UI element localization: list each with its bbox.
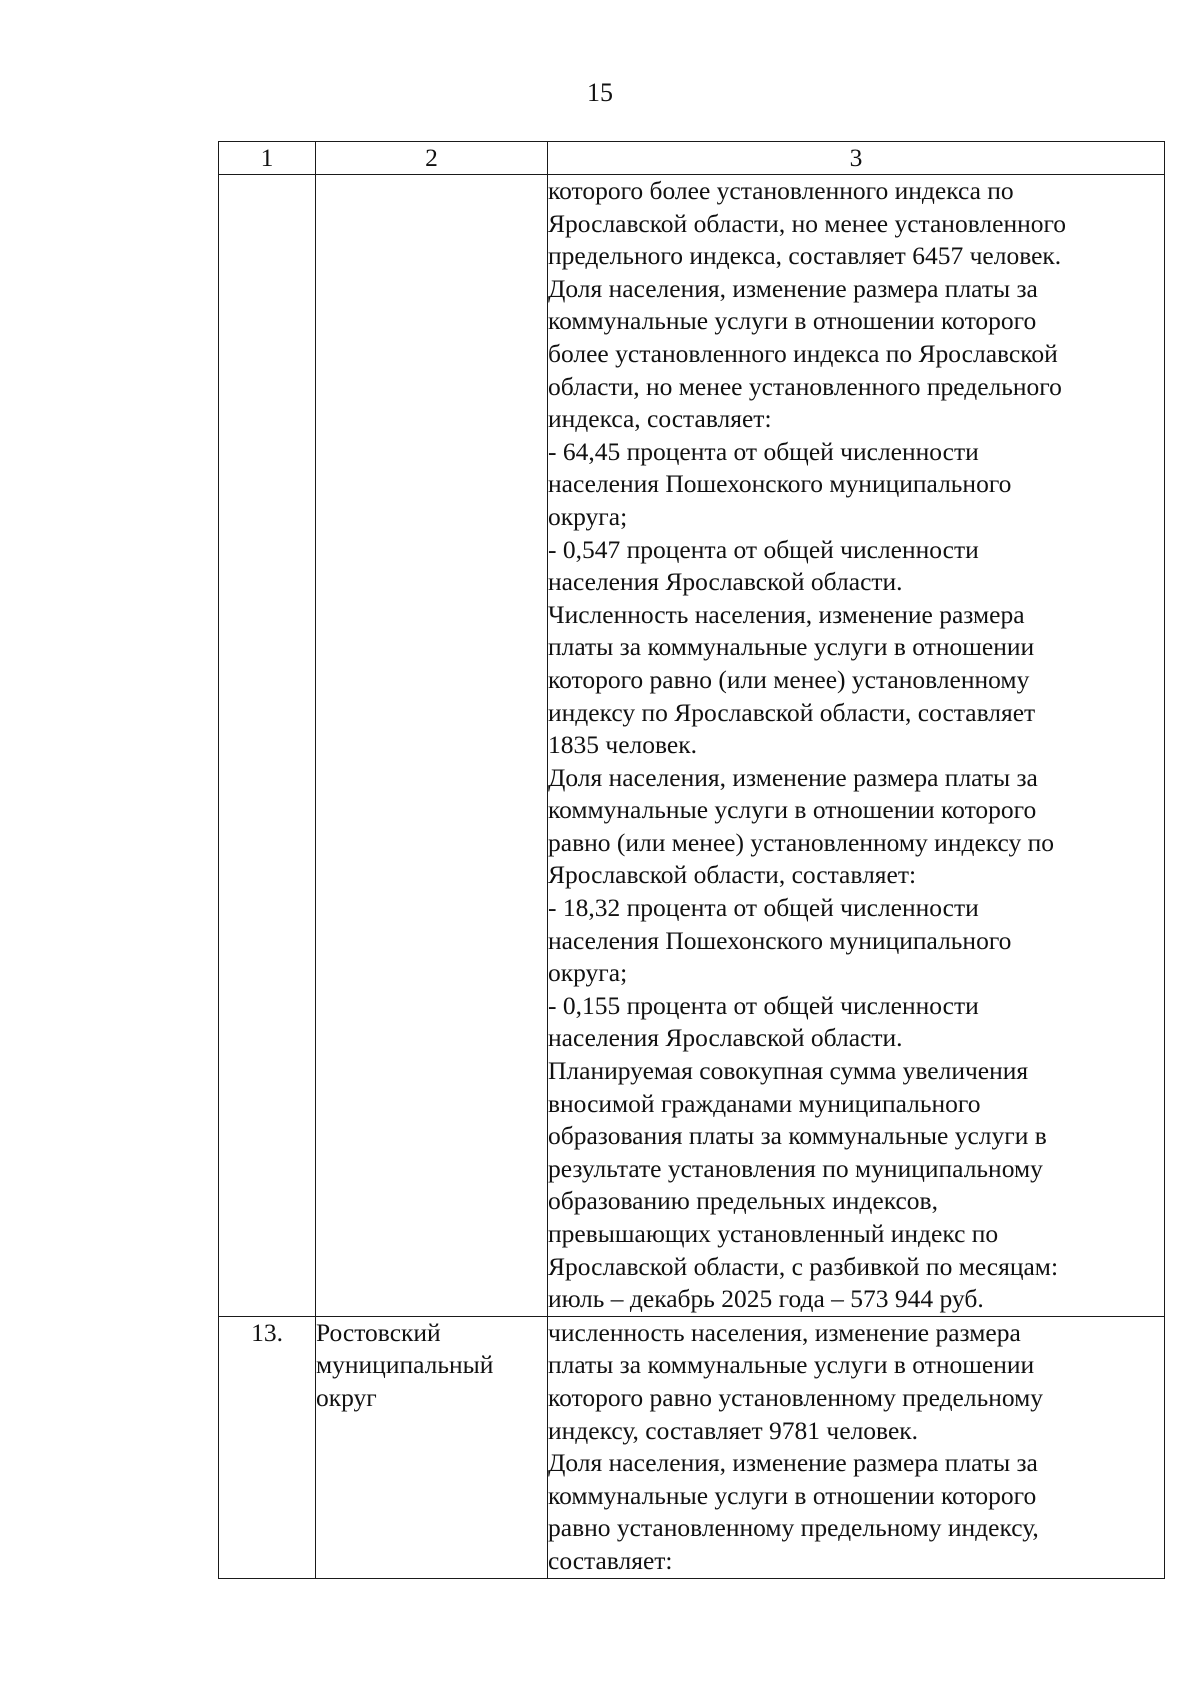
header-row (219, 142, 1165, 175)
description-line: образования платы за коммунальные услуги в (548, 1121, 1047, 1151)
description-line: которого более установленного индекса по (548, 176, 1014, 205)
description-line: округа; (548, 501, 628, 531)
row-number-cell (219, 175, 316, 1317)
description-line: Численность населения, изменение размера (548, 599, 1025, 629)
description-line: июль – декабрь 2025 года – 573 944 руб. (548, 1284, 984, 1314)
column-header-2: 2 (316, 142, 548, 175)
description-line: населения Пошехонского муниципального (548, 925, 1012, 955)
description-line: Ярославской области, но менее установленного (548, 208, 1067, 238)
table-header (219, 142, 1165, 175)
municipality-name-line: муниципальный (316, 1350, 494, 1380)
description-line: округа; (548, 958, 628, 988)
table-body (219, 175, 1165, 1579)
description-line: - 0,547 процента от общей численности (548, 534, 979, 564)
description-line: Доля населения, изменение размера платы за (548, 273, 1038, 303)
description-line: 1835 человек. (548, 730, 697, 760)
description-line: населения Пошехонского муниципального (548, 469, 1012, 499)
page-number: 15 (587, 78, 613, 107)
description-line: образованию предельных индексов, (548, 1186, 938, 1216)
description-line: - 0,155 процента от общей численности (548, 990, 979, 1020)
description-line: индексу по Ярославской области, составляет (548, 697, 1036, 727)
description-cell (548, 175, 1165, 1317)
description-line: коммунальные услуги в отношении которого (548, 1480, 1037, 1510)
description-line: - 64,45 процента от общей численности (548, 436, 979, 466)
municipality-cell (316, 175, 548, 1317)
description-line: вносимой гражданами муниципального (548, 1088, 981, 1118)
municipality-name-line: Ростовский (316, 1317, 441, 1347)
column-header-1: 1 (219, 142, 316, 175)
table-row (219, 1316, 1165, 1578)
description-line: населения Ярославской области. (548, 1023, 903, 1053)
municipality-cell (316, 1316, 548, 1578)
description-line: более установленного индекса по Ярославской (548, 338, 1058, 368)
description-line: превышающих установленный индекс по (548, 1219, 999, 1248)
description-line: численность населения, изменение размера (548, 1317, 1021, 1347)
description-line: равно (или менее) установленному индексу по (548, 827, 1055, 857)
description-line: Планируемая совокупная сумма увеличения (548, 1056, 1029, 1086)
description-line: индексу, составляет 9781 человек. (548, 1415, 919, 1445)
description-line: коммунальные услуги в отношении которого (548, 306, 1037, 336)
description-line: населения Ярославской области. (548, 567, 903, 597)
description-line: составляет: (548, 1545, 673, 1575)
data-table (218, 141, 1165, 1579)
description-line: платы за коммунальные услуги в отношении (548, 632, 1035, 662)
description-line: равно установленному предельному индексу, (548, 1513, 1039, 1543)
description-line: Ярославской области, составляет: (548, 860, 917, 890)
description-cell (548, 1316, 1165, 1578)
description-line: коммунальные услуги в отношении которого (548, 795, 1037, 825)
description-line: которого равно (или менее) установленному (548, 664, 1030, 694)
description-line: Ярославской области, с разбивкой по месяцам: (548, 1251, 1059, 1281)
description-line: Доля населения, изменение размера платы за (548, 762, 1038, 792)
table-row (219, 175, 1165, 1317)
description-line: Доля населения, изменение размера платы за (548, 1448, 1038, 1478)
description-line: области, но менее установленного предельного (548, 371, 1062, 401)
description-line: которого равно установленному предельному (548, 1382, 1044, 1412)
municipality-name-line: округ (316, 1382, 377, 1412)
description-line: предельного индекса, составляет 6457 человек. (548, 241, 1062, 271)
description-line: платы за коммунальные услуги в отношении (548, 1350, 1035, 1380)
description-line: результате установления по муниципальному (548, 1153, 1043, 1183)
column-header-3: 3 (548, 142, 1165, 175)
description-line: индекса, составляет: (548, 404, 772, 434)
description-line: - 18,32 процента от общей численности (548, 893, 979, 923)
row-number-cell: 13. (219, 1316, 316, 1578)
